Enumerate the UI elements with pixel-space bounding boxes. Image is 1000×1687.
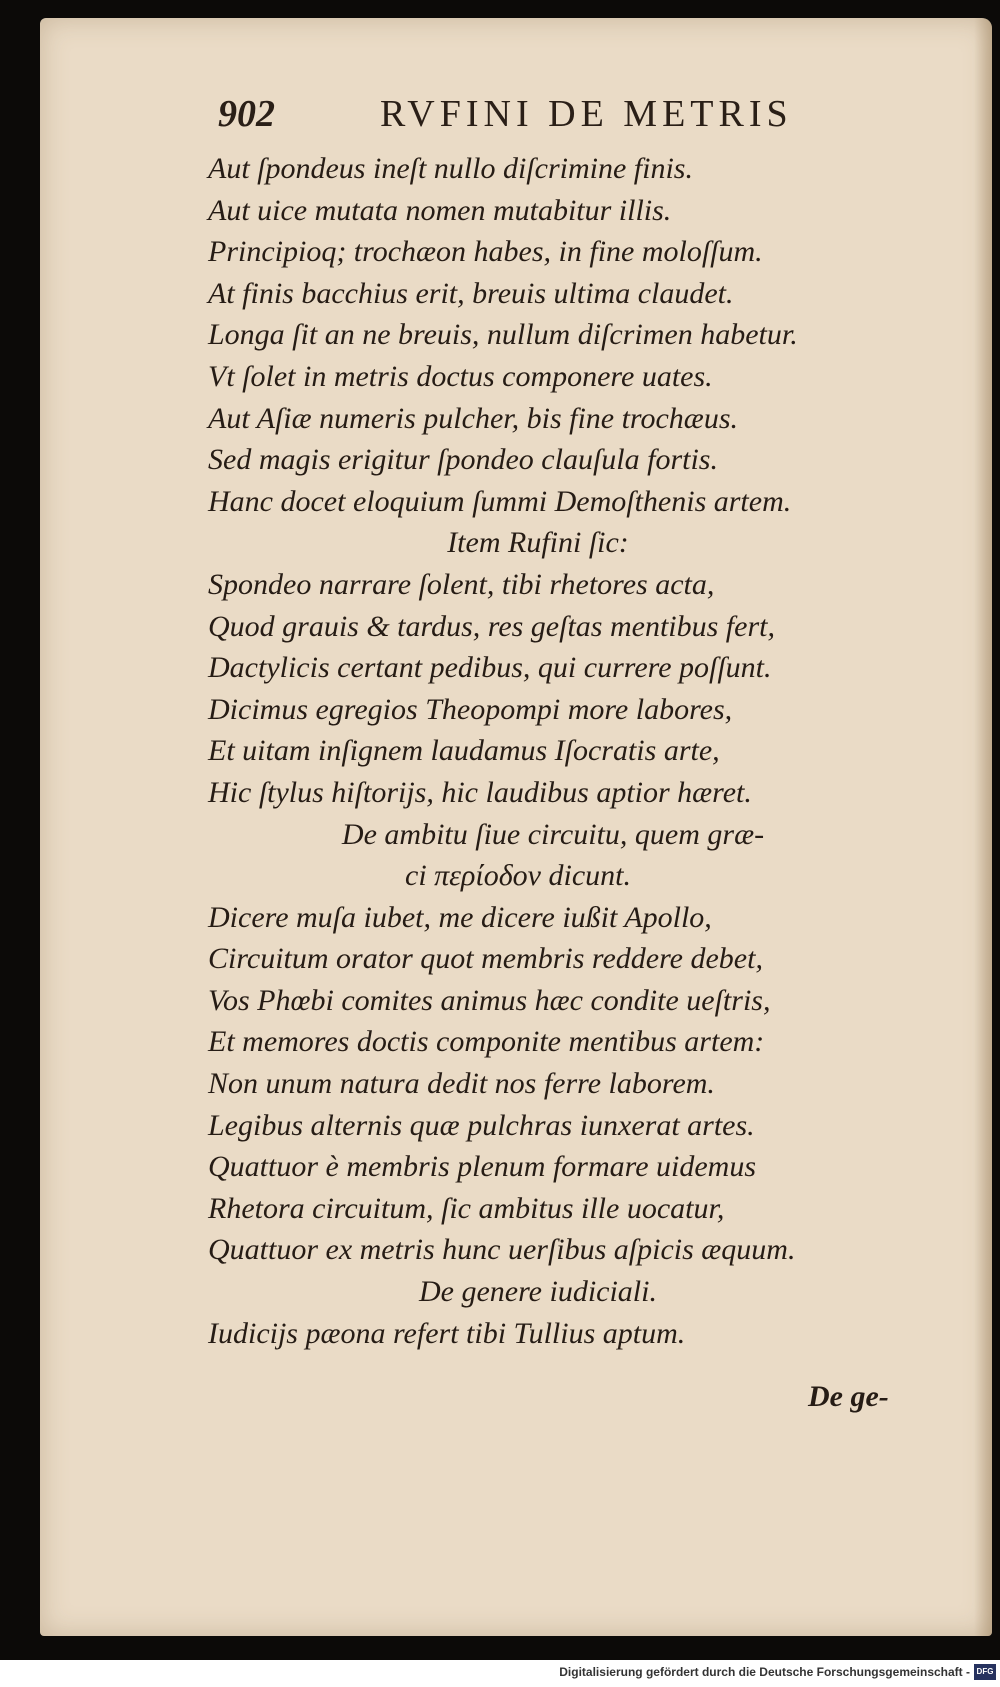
verse-line: Vt ſolet in metris doctus componere uates. <box>208 359 713 393</box>
verse-line: Quod grauis & tardus, res geſtas mentibus fert, <box>208 609 775 643</box>
verse-line: Quattuor ex metris hunc uerſibus aſpicis æquum. <box>208 1233 796 1267</box>
verse-line: At finis bacchius erit, breuis ultima claudet. <box>208 276 734 310</box>
verse-line: Circuitum orator quot membris reddere debet, <box>208 942 763 976</box>
digitization-footer <box>0 1660 1000 1687</box>
verse-line: Principioq; trochæon habes, in fine moloſſum. <box>208 235 763 269</box>
dfg-logo: DFG <box>974 1664 996 1680</box>
verse-line: Sed magis erigitur ſpondeo clauſula fortis. <box>208 443 718 477</box>
verse-line: Hanc docet eloquium ſummi Demoſthenis artem. <box>208 484 792 518</box>
verse-line: Aut Aſiæ numeris pulcher, bis fine trochæus. <box>208 401 738 435</box>
verse-line: Spondeo narrare ſolent, tibi rhetores acta, <box>208 567 715 601</box>
section-heading: De ambitu ſiue circuitu, quem græ- <box>341 817 765 851</box>
verse-line: Aut ſpondeus ineſt nullo diſcrimine finis. <box>208 152 693 185</box>
verse-text <box>208 148 908 1354</box>
section-heading: Item Rufini ſic: <box>447 526 629 560</box>
verse-line: Dactylicis certant pedibus, qui currere poſſunt. <box>208 651 772 685</box>
page-header <box>218 92 858 142</box>
verse-line: Dicimus egregios Theopompi more labores, <box>208 692 733 726</box>
verse-line: Longa ſit an ne breuis, nullum diſcrimen habetur. <box>208 318 798 352</box>
book-page <box>40 18 992 1636</box>
verse-line: Et memores doctis componite mentibus artem: <box>208 1025 765 1059</box>
verse-line: Rhetora circuitum, ſic ambitus ille uocatur, <box>208 1191 725 1225</box>
section-heading: ci περίοδον dicunt. <box>405 859 631 893</box>
funding-credit: Digitalisierung gefördert durch die Deutsche Forschungsgemeinschaft - <box>559 1665 970 1679</box>
section-heading: De genere iudiciali. <box>419 1275 657 1309</box>
verse-line: Dicere muſa iubet, me dicere iußit Apollo, <box>208 900 712 934</box>
running-head: RVFINI DE METRIS <box>380 93 793 135</box>
verse-line: Vos Phœbi comites animus hæc condite ueſtris, <box>208 983 771 1017</box>
verse-line: Iudicijs pæona refert tibi Tullius aptum. <box>208 1316 686 1350</box>
verse-line: Et uitam inſignem laudamus Iſocratis arte, <box>208 734 720 768</box>
verse-line: Hic ſtylus hiſtorijs, hic laudibus aptior hæret. <box>208 775 752 809</box>
folio-number: 902 <box>218 93 275 135</box>
verse-line: Legibus alternis quæ pulchras iunxerat artes. <box>208 1108 755 1142</box>
catchword: De ge- <box>808 1380 889 1413</box>
verse-line: Quattuor è membris plenum formare uidemus <box>208 1150 757 1184</box>
verse-line: Aut uice mutata nomen mutabitur illis. <box>208 193 672 227</box>
verse-line: Non unum natura dedit nos ferre laborem. <box>208 1067 715 1101</box>
page-edge-shadow <box>974 18 992 1636</box>
